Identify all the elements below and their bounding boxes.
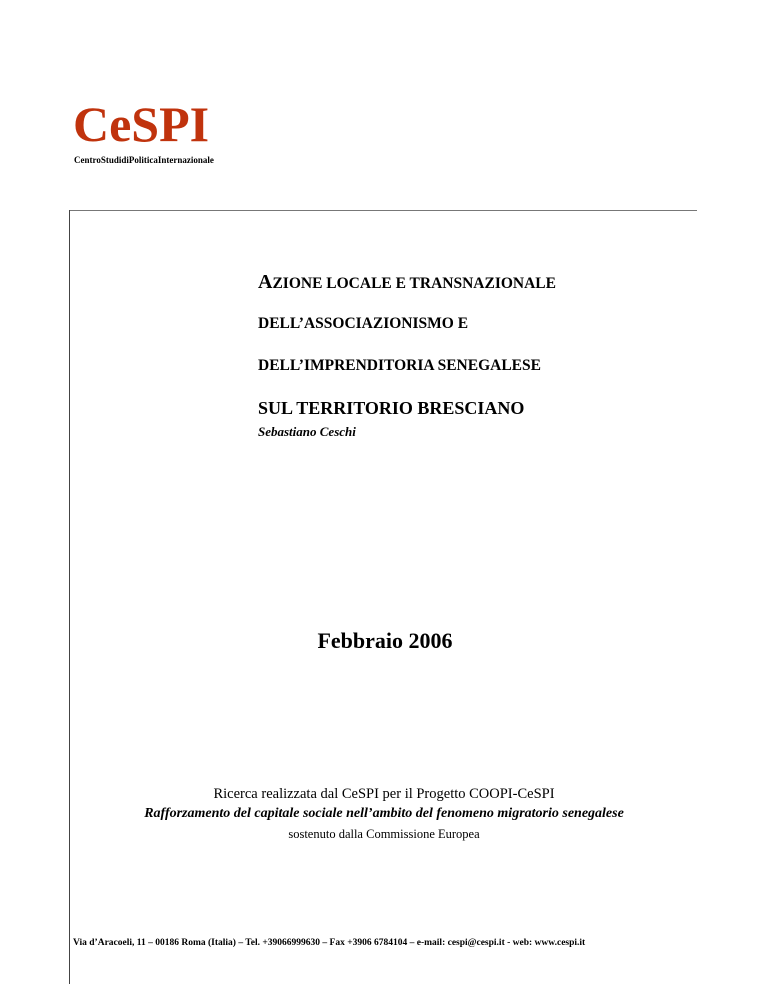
logo-subtitle: CentroStudidiPoliticaInternazionale <box>74 155 214 165</box>
title-line-3: DELL’IMPRENDITORIA SENEGALESE <box>258 357 541 374</box>
title-line-2: DELL’ASSOCIAZIONISMO E <box>258 315 469 332</box>
credits-block <box>70 784 698 844</box>
frame-top-rule <box>69 210 697 211</box>
publication-date: Febbraio 2006 <box>317 628 453 653</box>
project-title: Rafforzamento del capitale sociale nell’ambito del fenomeno migratorio senegalese <box>144 806 624 821</box>
title-line-4: SUL TERRITORIO BRESCIANO <box>258 398 525 418</box>
title-initial: A <box>258 271 273 293</box>
credits-line: Ricerca realizzata dal CeSPI per il Progetto COOPI-CeSPI <box>213 786 555 802</box>
author-name: Sebastiano Ceschi <box>258 424 356 439</box>
frame-left-rule <box>69 210 70 984</box>
document-title <box>258 264 688 432</box>
title-line-1-rest: ZIONE LOCALE E TRANSNAZIONALE <box>272 275 556 292</box>
title-line-1 <box>258 264 688 306</box>
cespi-logo: CeSPI <box>73 96 210 152</box>
contact-footer: Via d’Aracoeli, 11 – 00186 Roma (Italia) – Tel. +39066999630 – Fax +3906 6784104 – e-mail: cespi@cespi.it - web: www.cespi.it <box>73 938 586 948</box>
funding-line: sostenuto dalla Commissione Europea <box>288 827 480 841</box>
